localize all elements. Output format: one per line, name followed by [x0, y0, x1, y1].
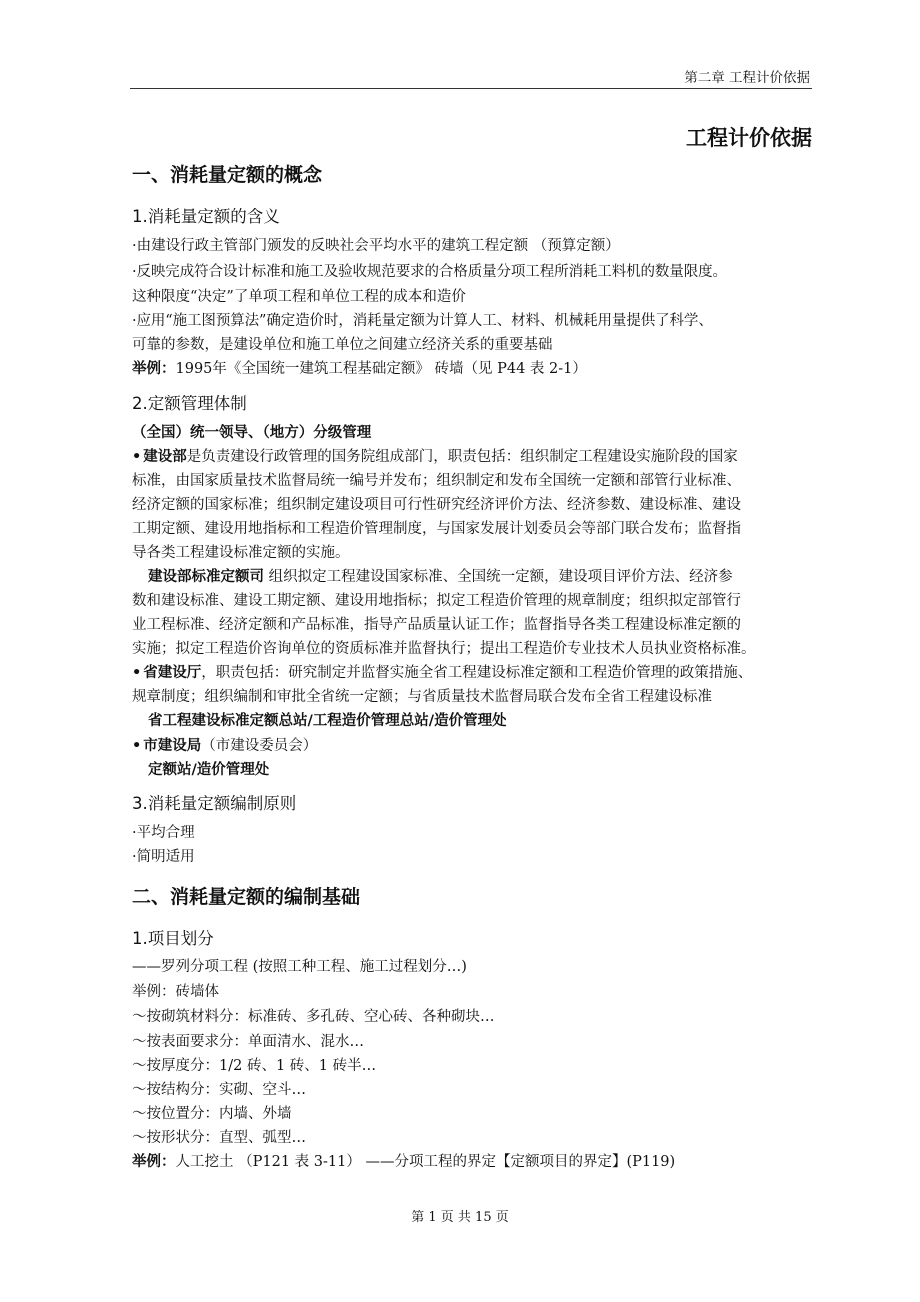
page-footer: 第 1 页 共 15 页 [411, 1210, 509, 1225]
list-item: ～按表面要求分：单面清水、混水… [132, 1034, 364, 1050]
example-line [132, 359, 587, 379]
list-item: ～按位置分：内墙、外墙 [132, 1106, 292, 1122]
paragraph: 经济定额的国家标准；组织制定建设项目可行性研究经济评价方法、经济参数、建设标准、建设 [132, 497, 741, 513]
example-label: 举例： [132, 1154, 176, 1170]
example-text: 1995年《全国统一建筑工程基础定额》 砖墙（见 P44 表 2-1） [175, 361, 587, 377]
section-1-heading: 一、消耗量定额的概念 [132, 164, 323, 186]
paragraph [132, 663, 752, 683]
paragraph: 标准，由国家质量技术监督局统一编号并发布；组织制定和发布全国统一定额和部管行业标准、 [132, 473, 741, 489]
paragraph: 数和建设标准、建设工期定额、建设用地指标；拟定工程造价管理的规章制度；组织拟定部管行 [132, 593, 741, 609]
principle-item: ·平均合理 [132, 825, 195, 841]
list-item: ～按砌筑材料分：标准砖、多孔砖、空心砖、各种砌块… [132, 1009, 495, 1025]
paragraph: 实施；拟定工程造价咨询单位的资质标准并监督执行；提出工程造价专业技术人员执业资格标准。 [132, 641, 756, 657]
dept-label: 建设部标准定额司 [148, 569, 264, 585]
paragraph: 规章制度；组织编制和审批全省统一定额；与省质量技术监督局联合发布全省工程建设标准 [132, 689, 712, 705]
subsection-1-3-heading: 3.消耗量定额编制原则 [132, 794, 297, 813]
list-item: ～按结构分：实砌、空斗… [132, 1082, 306, 1098]
moc-label: • 建设部 [132, 449, 187, 465]
provincial-orgs: 省工程建设标准定额总站/工程造价管理总站/造价管理处 [148, 713, 507, 729]
chapter-label: 第二章 工程计价依据 [684, 70, 810, 86]
paragraph: 可靠的参数，是建设单位和施工单位之间建立经济关系的重要基础 [132, 337, 553, 353]
paragraph: 这种限度“决定”了单项工程和单位工程的成本和造价 [132, 289, 466, 305]
paragraph: 导各类工程建设标准定额的实施。 [132, 545, 350, 561]
prov-label: • 省建设厅 [132, 665, 201, 681]
management-system: （全国）统一领导、（地方）分级管理 [132, 425, 372, 441]
principle-item: ·简明适用 [132, 849, 195, 865]
city-label: • 市建设局 [132, 738, 201, 754]
example-text: 人工挖土 （P121 表 3-11） ——分项工程的界定【定额项目的界定】(P119) [175, 1154, 676, 1170]
example-label: 举例： [132, 361, 176, 377]
list-item: ～按形状分：直型、弧型… [132, 1130, 306, 1146]
paragraph-text: 是负责建设行政管理的国务院组成部门，职责包括：组织制定工程建设实施阶段的国家 [186, 449, 738, 465]
document-title: 工程计价依据 [686, 126, 812, 150]
list-item: ～按厚度分：1/2 砖、1 砖、1 砖半… [132, 1058, 377, 1074]
paragraph-text: （市建设委员会） [201, 738, 318, 754]
list-item: 举例：砖墙体 [132, 984, 219, 1000]
paragraph-text: ，职责包括：研究制定并监督实施全省工程建设标准定额和工程造价管理的政策措施、 [201, 665, 753, 681]
section-2-heading: 二、消耗量定额的编制基础 [132, 886, 361, 908]
paragraph [132, 447, 738, 467]
subsection-1-2-heading: 2.定额管理体制 [132, 394, 247, 413]
example-line [132, 1152, 675, 1172]
paragraph: ·应用“施工图预算法”确定造价时，消耗量定额为计算人工、材料、机械耗用量提供了科学、 [132, 313, 713, 329]
city-orgs: 定额站/造价管理处 [148, 762, 270, 778]
paragraph: 业工程标准、经济定额和产品标准，指导产品质量认证工作；监督指导各类工程建设标准定额的 [132, 617, 741, 633]
paragraph: ·由建设行政主管部门颁发的反映社会平均水平的建筑工程定额 （预算定额） [132, 238, 620, 254]
paragraph: 工期定额、建设用地指标和工程造价管理制度，与国家发展计划委员会等部门联合发布；监督指 [132, 521, 741, 537]
paragraph [132, 736, 317, 756]
paragraph [148, 567, 733, 587]
list-item: ——罗列分项工程 (按照工种工程、施工过程划分…) [132, 959, 467, 975]
subsection-2-1-heading: 1.项目划分 [132, 929, 214, 948]
paragraph-text: 组织拟定工程建设国家标准、全国统一定额，建设项目评价方法、经济参 [264, 569, 733, 585]
paragraph: ·反映完成符合设计标准和施工及验收规范要求的合格质量分项工程所消耗工料机的数量限度。 [132, 264, 727, 280]
subsection-1-1-heading: 1.消耗量定额的含义 [132, 207, 280, 226]
page-header [130, 62, 812, 89]
